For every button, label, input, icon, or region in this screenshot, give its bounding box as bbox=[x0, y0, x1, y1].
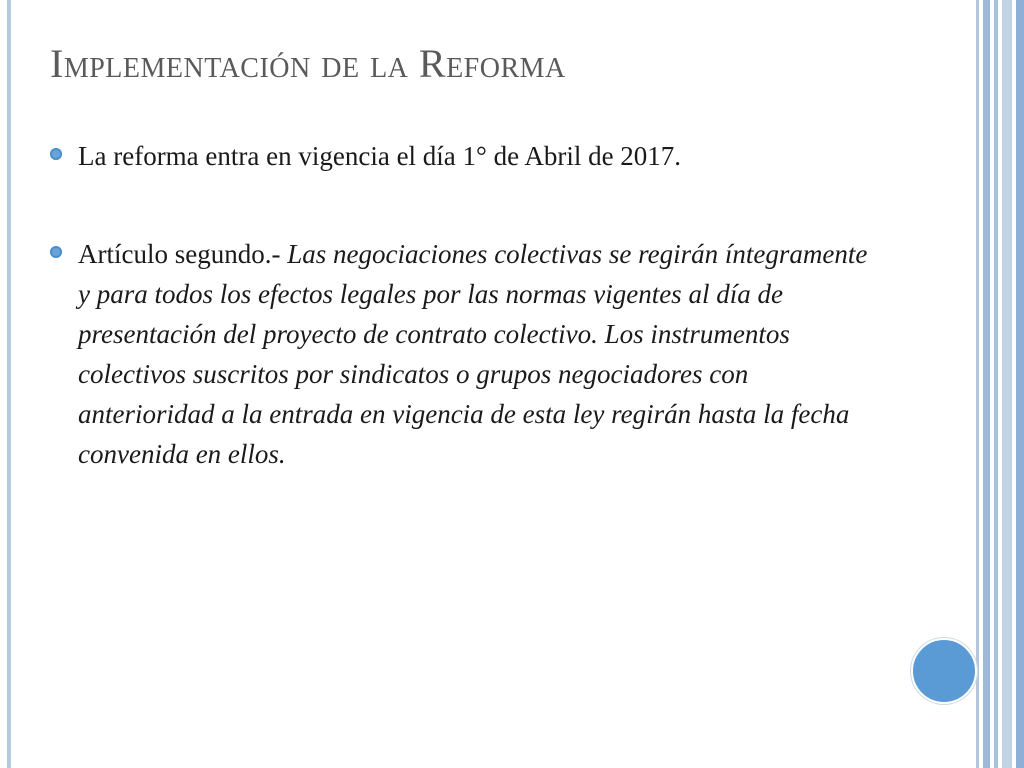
bullet-list bbox=[50, 136, 880, 474]
bullet-italic-text: Las negociaciones colectivas se regirán íntegramente y para todos los efectos legales por las normas vigentes al día de presentación del proyecto de contrato colectivo. Los instrumentos colectivos suscritos por sindicatos o grupos negociadores con anterioridad a la entrada en vigencia de esta ley regirán hasta la fecha convenida en ellos. bbox=[78, 239, 868, 469]
bullet-text: La reforma entra en vigencia el día 1° de Abril de 2017. bbox=[78, 141, 682, 171]
circle-bullet-icon bbox=[50, 246, 62, 258]
stripe bbox=[994, 0, 998, 768]
stripe bbox=[976, 0, 979, 768]
stripe bbox=[983, 0, 990, 768]
circle-bullet-icon bbox=[50, 148, 62, 160]
right-stripes-decoration bbox=[976, 0, 1024, 768]
stripe bbox=[1016, 0, 1024, 768]
bullet-lead-text: Artículo segundo.- bbox=[78, 239, 288, 269]
circle-decoration-icon bbox=[911, 638, 977, 704]
slide-title: Implementación de la Reforma bbox=[50, 41, 566, 86]
bullet-item bbox=[50, 136, 880, 176]
stripe bbox=[1002, 0, 1012, 768]
bullet-item bbox=[50, 234, 880, 474]
left-border-decoration bbox=[7, 0, 11, 768]
